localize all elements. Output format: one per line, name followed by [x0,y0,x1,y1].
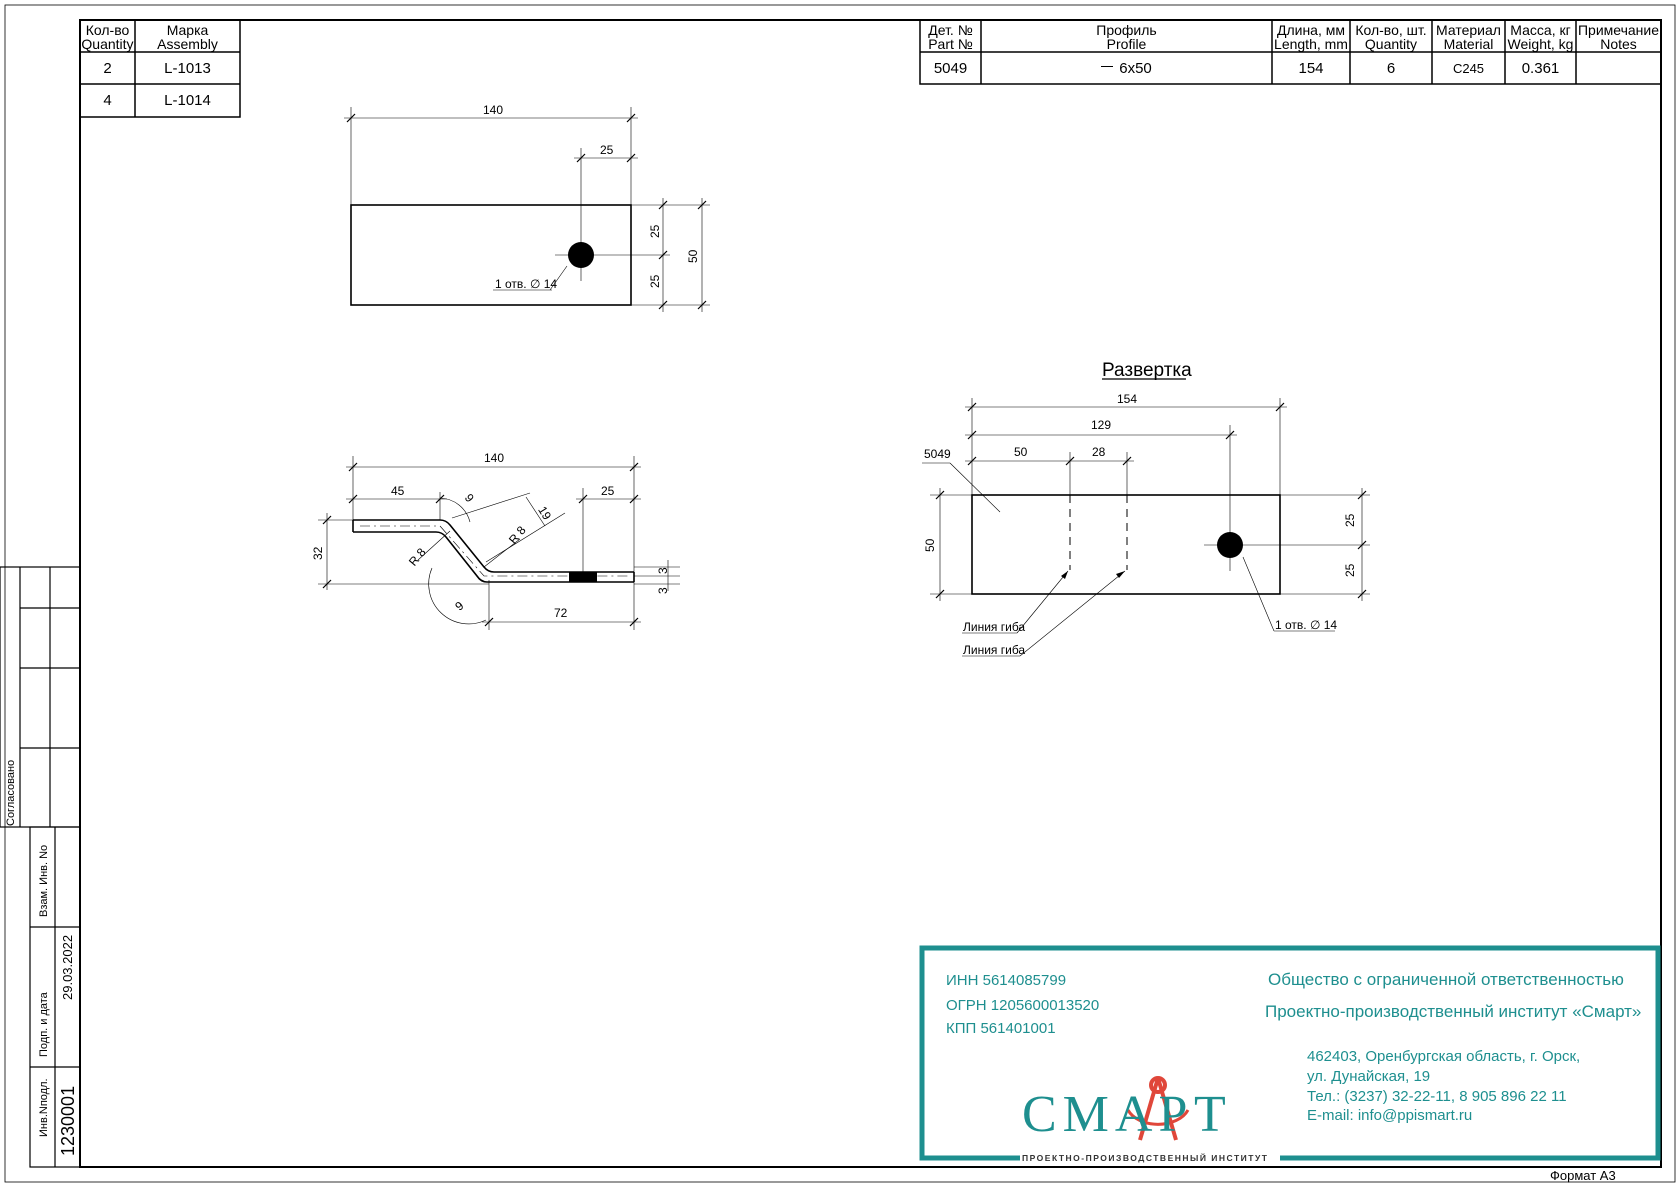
side-dim-32: 32 [311,546,325,560]
unfold-dim-lower: 25 [1343,563,1357,577]
spec-qty: 6 [1386,59,1396,77]
header-en: Length, mm [1274,35,1348,52]
spec-header-notes [1576,21,1661,52]
unfolding-title: Развертка [1102,360,1192,381]
company-address1: 462403, Оренбургская область, г. Орск, [1307,1048,1581,1065]
side-dim-19: 19 [535,503,555,523]
company-kpp: КПП 561401001 [946,1020,1056,1037]
unfold-part-label: 5049 [924,447,951,461]
spec-header-profile [981,21,1272,52]
side-dim-140: 140 [484,451,505,465]
bend-line-label-2: Линия гиба [963,643,1026,657]
assembly-header-mark [135,21,240,52]
top-hole-note: 1 отв. ∅ 14 [495,277,558,291]
unfold-dim-50: 50 [1014,445,1028,459]
header-en: Assembly [157,35,218,52]
spec-profile [981,52,1272,84]
header-ru: Длина, мм [1276,21,1346,38]
header-en: Notes [1600,35,1637,52]
sign-date-value: 29.03.2022 [60,934,75,1000]
top-dim-lower: 25 [648,274,662,288]
header-en: Profile [1106,35,1147,52]
spec-material: С245 [1452,60,1485,76]
header-en: Part № [928,35,973,52]
top-dim-25: 25 [600,143,614,157]
company-inn: ИНН 5614085799 [946,972,1067,989]
top-dim-upper: 25 [648,224,662,238]
header-ru: Примечание [1577,21,1660,38]
header-en: Quantity [81,35,134,52]
sign-date-label: Подп. и дата [38,992,50,1057]
company-address2: ул. Дунайская, 19 [1307,1068,1431,1085]
side-radius-1: R 8 [405,545,429,569]
unfold-hole-note: 1 отв. ∅ 14 [1275,618,1338,632]
spec-part: 5049 [933,59,968,77]
side-angle-bottom: 9 [452,598,467,614]
spec-header-length [1272,21,1350,52]
side-view [318,456,680,630]
side-thickness-1: 3 [656,567,670,574]
side-radius-2: R 8 [505,523,529,547]
unfold-dim-129: 129 [1091,418,1112,432]
header-ru: Кол-во [85,21,130,38]
assembly-row-1-qty: 2 [103,59,112,77]
assembly-row-1-mark: L-1013 [164,59,211,77]
unfold-dim-154: 154 [1117,392,1138,406]
top-dim-50: 50 [686,249,700,263]
header-ru: Масса, кг [1510,21,1571,38]
header-ru: Марка [166,21,209,38]
inv-orig-label: Инв.Nподл. [38,1078,50,1137]
header-en: Material [1443,35,1494,52]
logo-subtitle: ПРОЕКТНО-ПРОИЗВОДСТВЕННЫЙ ИНСТИТУТ [1022,1153,1269,1163]
assembly-row-2-mark: L-1014 [164,92,211,109]
company-email: E-mail: info@ppismart.ru [1307,1107,1473,1124]
assembly-row-2-qty: 4 [103,92,112,109]
spec-weight: 0.361 [1521,59,1560,77]
spec-header-weight [1505,21,1576,52]
spec-profile-value: 6x50 [1119,59,1152,77]
header-ru: Профиль [1096,21,1157,38]
swap-inv-label: Взам. Инв. No [38,844,50,917]
spec-notes [1576,52,1661,84]
spec-header-material [1432,21,1505,52]
format-label: Формат А3 [1550,1168,1616,1183]
flat-bar-icon [1101,66,1113,67]
bend-line-label-1: Линия гиба [963,620,1026,634]
company-phone: Тел.: (3237) 32-22-11, 8 905 896 22 11 [1307,1088,1567,1105]
unfold-dim-upper: 25 [1343,513,1357,527]
header-ru: Дет. № [928,21,973,38]
inv-orig-number: 1230001 [58,1085,78,1156]
unfold-dim-width: 50 [923,538,937,552]
side-dim-25: 25 [601,484,615,498]
side-thickness-2: 3 [656,587,670,594]
header-ru: Кол-во, шт. [1355,21,1427,38]
unfold-dim-28: 28 [1092,445,1106,459]
company-ogrn: ОГРН 1205600013520 [946,997,1100,1014]
logo-wordmark: СМАРТ [1022,1086,1232,1143]
drawing-frame [80,20,1661,1167]
top-dim-140: 140 [483,103,504,117]
assembly-header-qty [80,21,135,52]
header-en: Weight, kg [1507,35,1574,52]
company-org-line2: Проектно-производственный институт «Смарт» [1265,1002,1642,1021]
spec-length: 154 [1298,59,1324,77]
header-en: Quantity [1364,35,1418,52]
spec-header-qty [1350,21,1432,52]
company-org-line1: Общество с ограниченной ответственностью [1268,970,1624,989]
side-dim-72: 72 [554,606,568,620]
unfolding-view [922,379,1370,656]
side-dim-45: 45 [391,484,405,498]
side-angle-top: 9 [461,490,477,506]
agreed-label: Согласовано [5,759,17,826]
header-ru: Материал [1436,21,1501,38]
spec-header-part [920,21,981,52]
